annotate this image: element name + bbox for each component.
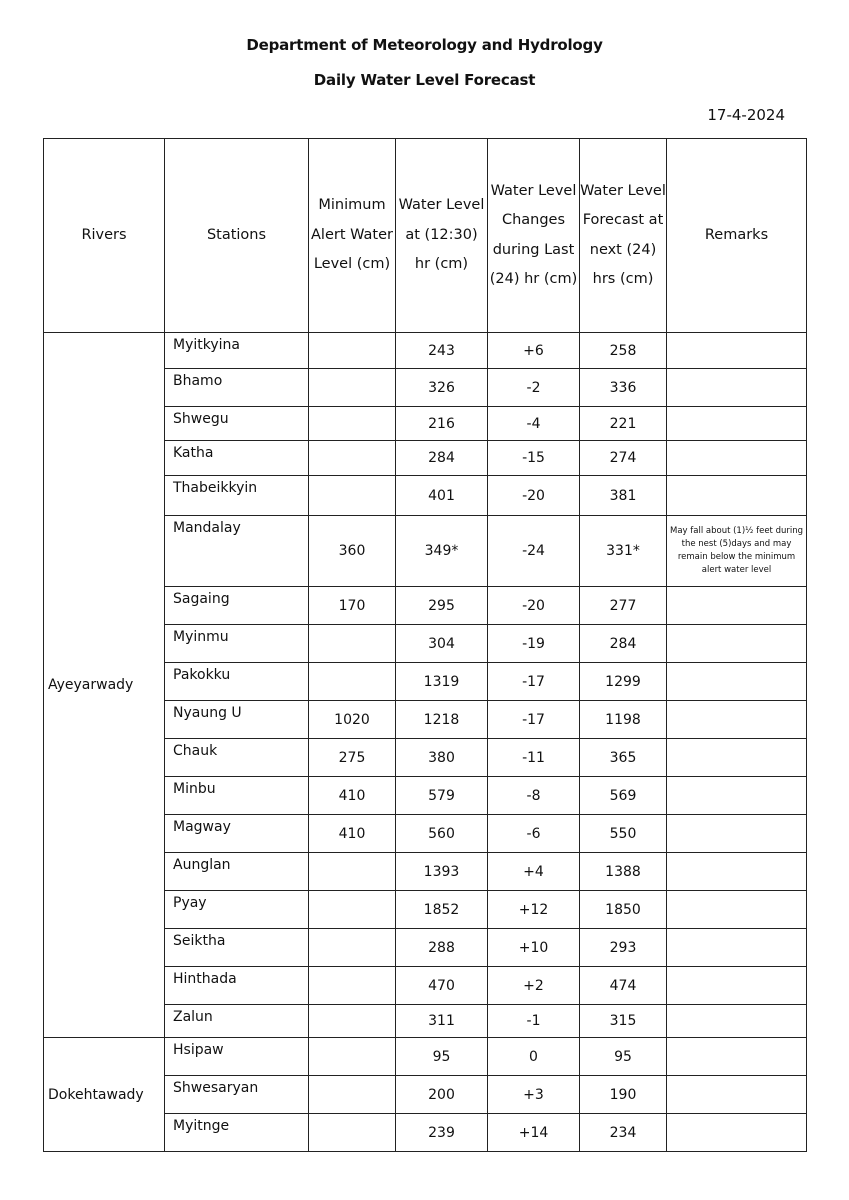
remarks-cell: May fall about (1)½ feet during the nest (5)days and may remain below the minimum alert water level <box>667 516 807 587</box>
remarks-cell <box>667 369 807 407</box>
water-level-cell: 579 <box>396 777 488 815</box>
station-name: Myitkyina <box>165 333 309 369</box>
report-date: 17-4-2024 <box>707 106 785 124</box>
remarks-cell <box>667 701 807 739</box>
min-alert-cell <box>309 333 396 369</box>
forecast-cell: 293 <box>580 929 667 967</box>
forecast-cell: 221 <box>580 407 667 441</box>
forecast-cell: 284 <box>580 625 667 663</box>
min-alert-cell <box>309 891 396 929</box>
min-alert-cell: 410 <box>309 815 396 853</box>
station-name: Pakokku <box>165 663 309 701</box>
remarks-cell <box>667 853 807 891</box>
station-name: Magway <box>165 815 309 853</box>
water-level-cell: 401 <box>396 476 488 516</box>
min-alert-cell <box>309 929 396 967</box>
water-level-cell: 1852 <box>396 891 488 929</box>
remarks-cell <box>667 1114 807 1152</box>
water-level-cell: 295 <box>396 587 488 625</box>
min-alert-cell <box>309 1076 396 1114</box>
min-alert-cell <box>309 853 396 891</box>
table-body <box>44 333 807 1152</box>
forecast-cell: 331* <box>580 516 667 587</box>
change-cell: -6 <box>488 815 580 853</box>
station-name: Pyay <box>165 891 309 929</box>
forecast-cell: 274 <box>580 441 667 476</box>
min-alert-cell <box>309 1114 396 1152</box>
min-alert-cell <box>309 369 396 407</box>
header-row <box>44 139 807 333</box>
station-name: Hinthada <box>165 967 309 1005</box>
station-name: Seiktha <box>165 929 309 967</box>
forecast-cell: 336 <box>580 369 667 407</box>
remarks-cell <box>667 476 807 516</box>
water-level-table <box>43 138 807 1152</box>
change-cell: -19 <box>488 625 580 663</box>
change-cell: -17 <box>488 663 580 701</box>
station-name: Mandalay <box>165 516 309 587</box>
change-cell: -11 <box>488 739 580 777</box>
remarks-cell <box>667 891 807 929</box>
forecast-cell: 315 <box>580 1005 667 1038</box>
remarks-cell <box>667 1038 807 1076</box>
min-alert-cell: 275 <box>309 739 396 777</box>
min-alert-cell: 410 <box>309 777 396 815</box>
change-cell: +4 <box>488 853 580 891</box>
river-name: Dokehtawady <box>44 1038 165 1152</box>
change-cell: -20 <box>488 587 580 625</box>
min-alert-cell: 360 <box>309 516 396 587</box>
remarks-cell <box>667 815 807 853</box>
water-level-cell: 1393 <box>396 853 488 891</box>
change-cell: -1 <box>488 1005 580 1038</box>
station-name: Nyaung U <box>165 701 309 739</box>
water-level-cell: 311 <box>396 1005 488 1038</box>
min-alert-cell <box>309 1038 396 1076</box>
forecast-cell: 1388 <box>580 853 667 891</box>
water-level-cell: 1319 <box>396 663 488 701</box>
remarks-cell <box>667 441 807 476</box>
forecast-cell: 1850 <box>580 891 667 929</box>
change-cell: -20 <box>488 476 580 516</box>
min-alert-cell <box>309 663 396 701</box>
change-cell: -17 <box>488 701 580 739</box>
station-name: Thabeikkyin <box>165 476 309 516</box>
col-header-min-alert: Minimum Alert Water Level (cm) <box>309 139 396 333</box>
change-cell: -4 <box>488 407 580 441</box>
min-alert-cell <box>309 1005 396 1038</box>
remarks-cell <box>667 587 807 625</box>
change-cell: +10 <box>488 929 580 967</box>
water-level-cell: 560 <box>396 815 488 853</box>
station-name: Sagaing <box>165 587 309 625</box>
col-header-stations: Stations <box>165 139 309 333</box>
water-level-cell: 216 <box>396 407 488 441</box>
min-alert-cell <box>309 476 396 516</box>
station-name: Zalun <box>165 1005 309 1038</box>
change-cell: -15 <box>488 441 580 476</box>
change-cell: +3 <box>488 1076 580 1114</box>
remarks-cell <box>667 777 807 815</box>
remarks-cell <box>667 663 807 701</box>
report-title: Daily Water Level Forecast <box>313 71 536 89</box>
forecast-cell: 258 <box>580 333 667 369</box>
water-level-cell: 1218 <box>396 701 488 739</box>
col-header-remarks: Remarks <box>667 139 807 333</box>
remarks-cell <box>667 739 807 777</box>
department-title: Department of Meteorology and Hydrology <box>246 36 603 54</box>
station-name: Katha <box>165 441 309 476</box>
change-cell: 0 <box>488 1038 580 1076</box>
col-header-water-level: Water Level at (12:30) hr (cm) <box>396 139 488 333</box>
min-alert-cell <box>309 625 396 663</box>
forecast-cell: 569 <box>580 777 667 815</box>
change-cell: -8 <box>488 777 580 815</box>
remarks-cell <box>667 1005 807 1038</box>
change-cell: +2 <box>488 967 580 1005</box>
water-level-cell: 326 <box>396 369 488 407</box>
change-cell: +12 <box>488 891 580 929</box>
forecast-cell: 234 <box>580 1114 667 1152</box>
remarks-cell <box>667 1076 807 1114</box>
table-row <box>44 1038 807 1076</box>
water-level-cell: 470 <box>396 967 488 1005</box>
forecast-cell: 190 <box>580 1076 667 1114</box>
min-alert-cell <box>309 967 396 1005</box>
station-name: Minbu <box>165 777 309 815</box>
col-header-rivers: Rivers <box>44 139 165 333</box>
water-level-cell: 200 <box>396 1076 488 1114</box>
remarks-cell <box>667 333 807 369</box>
forecast-cell: 474 <box>580 967 667 1005</box>
forecast-cell: 277 <box>580 587 667 625</box>
station-name: Chauk <box>165 739 309 777</box>
col-header-forecast: Water Level Forecast at next (24) hrs (cm) <box>580 139 667 333</box>
min-alert-cell <box>309 441 396 476</box>
change-cell: -24 <box>488 516 580 587</box>
station-name: Aunglan <box>165 853 309 891</box>
col-header-change: Water Level Changes during Last (24) hr (cm) <box>488 139 580 333</box>
water-level-cell: 243 <box>396 333 488 369</box>
remarks-cell <box>667 625 807 663</box>
table-row <box>44 333 807 369</box>
remarks-cell <box>667 929 807 967</box>
river-name: Ayeyarwady <box>44 333 165 1038</box>
change-cell: -2 <box>488 369 580 407</box>
water-level-cell: 380 <box>396 739 488 777</box>
water-level-cell: 304 <box>396 625 488 663</box>
station-name: Hsipaw <box>165 1038 309 1076</box>
forecast-cell: 1198 <box>580 701 667 739</box>
forecast-cell: 365 <box>580 739 667 777</box>
water-level-cell: 349* <box>396 516 488 587</box>
forecast-cell: 95 <box>580 1038 667 1076</box>
forecast-cell: 381 <box>580 476 667 516</box>
station-name: Shwegu <box>165 407 309 441</box>
min-alert-cell <box>309 407 396 441</box>
min-alert-cell: 1020 <box>309 701 396 739</box>
change-cell: +14 <box>488 1114 580 1152</box>
min-alert-cell: 170 <box>309 587 396 625</box>
station-name: Myinmu <box>165 625 309 663</box>
station-name: Shwesaryan <box>165 1076 309 1114</box>
water-level-cell: 95 <box>396 1038 488 1076</box>
forecast-cell: 550 <box>580 815 667 853</box>
station-name: Bhamo <box>165 369 309 407</box>
forecast-cell: 1299 <box>580 663 667 701</box>
water-level-cell: 239 <box>396 1114 488 1152</box>
water-level-cell: 284 <box>396 441 488 476</box>
change-cell: +6 <box>488 333 580 369</box>
water-level-cell: 288 <box>396 929 488 967</box>
remarks-cell <box>667 407 807 441</box>
remarks-cell <box>667 967 807 1005</box>
station-name: Myitnge <box>165 1114 309 1152</box>
